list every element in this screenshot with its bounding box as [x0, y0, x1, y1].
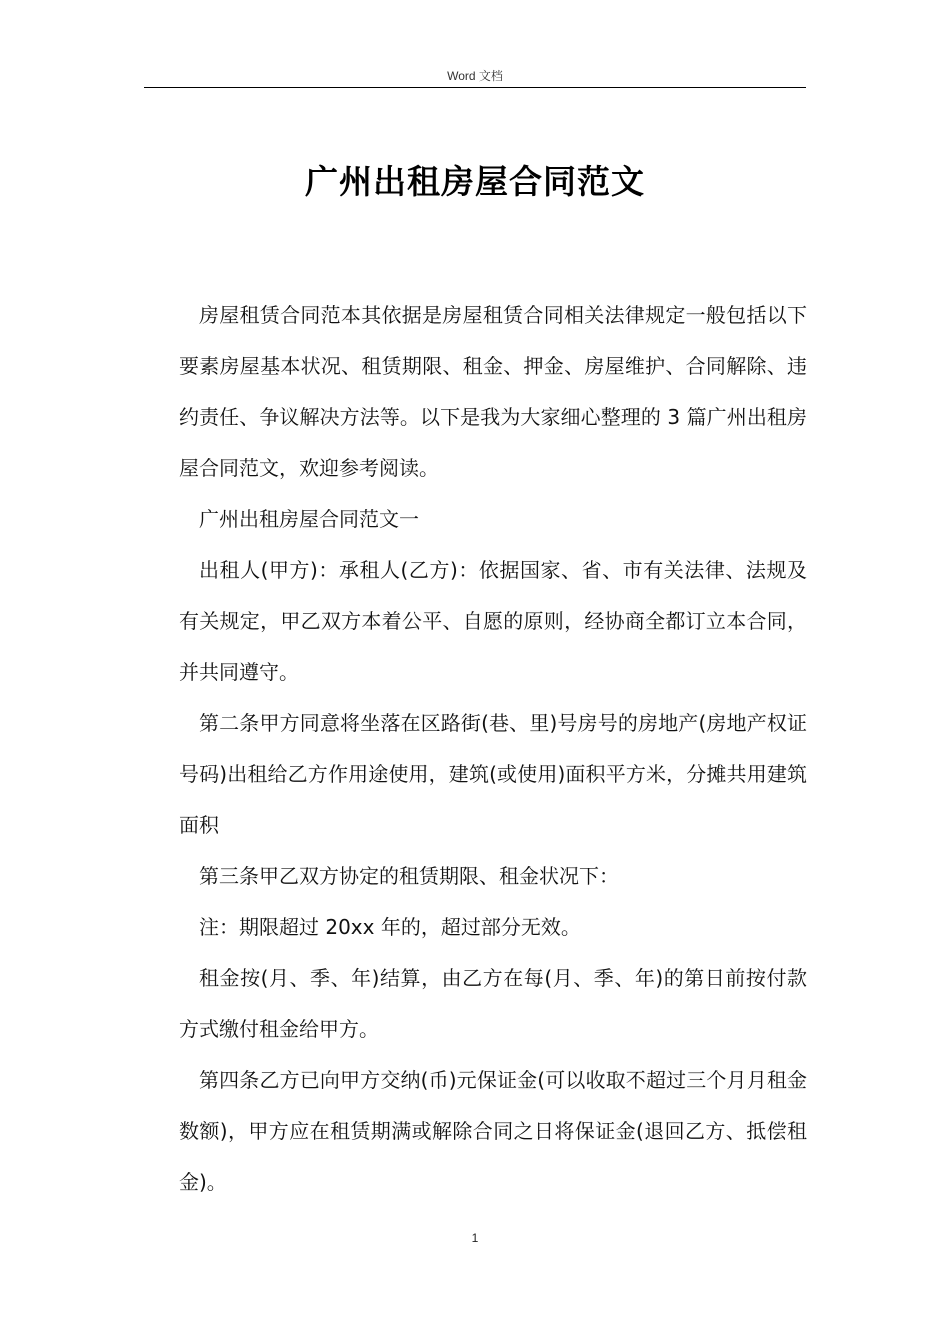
paragraph-subheading: 广州出租房屋合同范文一: [199, 507, 419, 531]
header-divider: [144, 87, 806, 88]
paragraph-intro: 房屋租赁合同范本其依据是房屋租赁合同相关法律规定一般包括以下要素房屋基本状况、租赁期限、租金、押金、房屋维护、合同解除、违约责任、争议解决方法等。以下是我为大家细心整理的 3 篇广州出租房屋合同范文，欢迎参考阅读。: [179, 303, 807, 480]
paragraph-rent-payment: 租金按(月、季、年)结算，由乙方在每(月、季、年)的第日前按付款方式缴付租金给甲方。: [179, 966, 807, 1041]
document-body: [179, 290, 807, 1208]
document-header-label: Word 文档: [447, 69, 503, 83]
document-title: 广州出租房屋合同范文: [305, 162, 645, 201]
paragraph-note: 注：期限超过 20xx 年的，超过部分无效。: [199, 915, 581, 939]
paragraph-parties: 出租人(甲方)：承租人(乙方)：依据国家、省、市有关法律、法规及有关规定，甲乙双方本着公平、自愿的原则，经协商全都订立本合同，并共同遵守。: [179, 558, 807, 684]
paragraph-article-4: 第四条乙方已向甲方交纳(币)元保证金(可以收取不超过三个月月租金数额)，甲方应在租赁期满或解除合同之日将保证金(退回乙方、抵偿租金)。: [179, 1068, 807, 1194]
paragraph-article-2: 第二条甲方同意将坐落在区路街(巷、里)号房号的房地产(房地产权证号码)出租给乙方作用途使用，建筑(或使用)面积平方米，分摊共用建筑面积: [179, 711, 807, 837]
paragraph-article-3: 第三条甲乙双方协定的租赁期限、租金状况下：: [199, 864, 619, 888]
page-number: 1: [471, 1231, 479, 1245]
